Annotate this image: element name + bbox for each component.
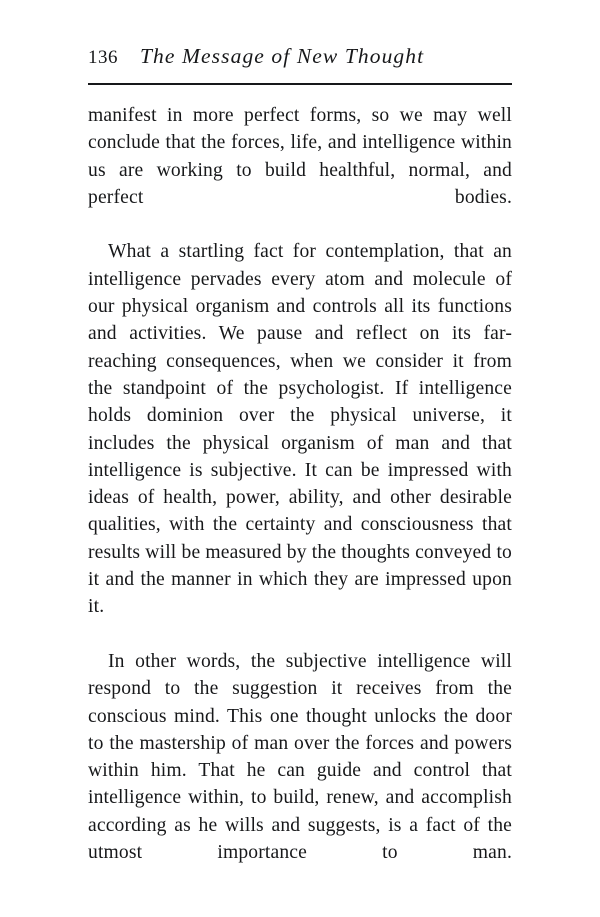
paragraph: manifest in more perfect forms, so we may well conclude that the forces, life, and intelligence within us are working to build healthful, normal, and perfect bodies. <box>88 105 512 208</box>
header-rule <box>88 83 512 85</box>
page-number: 136 <box>88 47 118 68</box>
body-text <box>88 102 512 894</box>
paragraph: In other words, the subjective intelligence will respond to the suggestion it receives from the conscious mind. This one thought unlocks the door to the mastership of man over the forces and powers within him. That he can guide and control that intelligence within, to build, renew, and accomplish according as he wills and suggests, is a fact of the utmost importance to man. <box>88 650 512 864</box>
page-header <box>88 44 516 69</box>
running-title: The Message of New Thought <box>140 44 425 68</box>
paragraph: What a startling fact for contemplation, that an intelligence pervades every atom and molecule of our physical organism and controls all its functions and activities. We pause and reflect on its far-reaching consequences, when we consider it from the standpoint of the psychologist. If intelligence holds dominion over the physical universe, it includes the physical organism of man and that intelligence is subjective. It can be impressed with ideas of health, power, ability, and other desirable qualities, with the certainty and consciousness that results will be measured by the thoughts conveyed to it and the manner in which they are impressed upon it. <box>88 241 512 618</box>
